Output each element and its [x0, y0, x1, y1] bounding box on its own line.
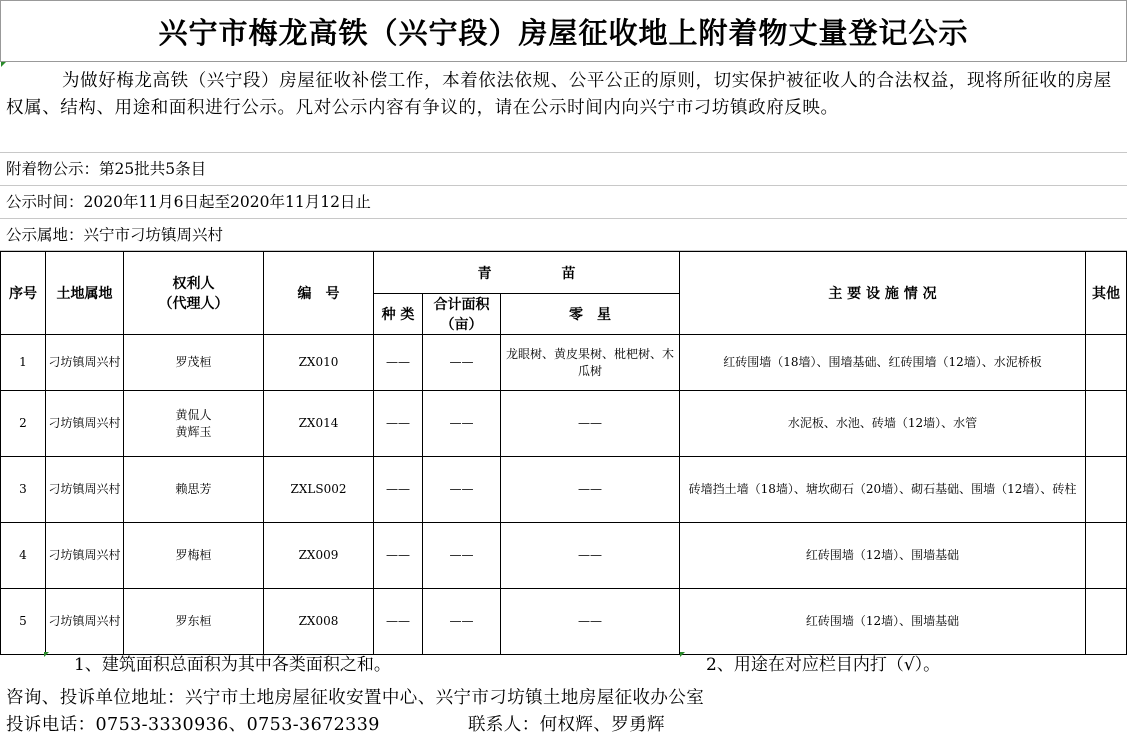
- cell-scattered: 龙眼树、黄皮果树、枇杷树、木瓜树: [501, 335, 680, 391]
- cell-seq: 3: [1, 457, 46, 523]
- period-info: 公示时间：2020年11月6日起至2020年11月12日止: [0, 186, 1127, 219]
- table-row: [1, 391, 1127, 457]
- cell-land: 刁坊镇周兴村: [46, 589, 124, 655]
- header-scattered: 零 星: [501, 294, 680, 335]
- cell-crop-type: ——: [374, 457, 423, 523]
- batch-info: 附着物公示：第25批共5条目: [0, 153, 1127, 186]
- cell-holder: 赖思芳: [124, 457, 264, 523]
- cell-code: ZX010: [264, 335, 374, 391]
- cell-holder: 罗茂桓: [124, 335, 264, 391]
- cell-crop-type: ——: [374, 523, 423, 589]
- header-holder: [124, 252, 264, 335]
- note-area: 1、建筑面积总面积为其中各类面积之和。: [74, 655, 391, 675]
- cell-marker-icon: [44, 652, 49, 657]
- note-usage: 2、用途在对应栏目内打（√）。: [706, 655, 941, 675]
- cell-seq: 4: [1, 523, 46, 589]
- cell-holder: 罗梅桓: [124, 523, 264, 589]
- cell-facilities: 水泥板、水池、砖墙（12墙）、水管: [680, 391, 1086, 457]
- table-row: [1, 523, 1127, 589]
- header-land: 土地属地: [46, 252, 124, 335]
- cell-seq: 2: [1, 391, 46, 457]
- cell-facilities: 红砖围墙（12墙）、围墙基础: [680, 523, 1086, 589]
- cell-code: ZXLS002: [264, 457, 374, 523]
- cell-holder: 罗东桓: [124, 589, 264, 655]
- cell-area: ——: [423, 391, 501, 457]
- attachment-table: [0, 251, 1127, 655]
- cell-area: ——: [423, 457, 501, 523]
- cell-other: [1086, 335, 1127, 391]
- cell-crop-type: ——: [374, 335, 423, 391]
- cell-facilities: 红砖围墙（18墙）、围墙基础、红砖围墙（12墙）、水泥桥板: [680, 335, 1086, 391]
- header-facilities: 主 要 设 施 情 况: [680, 252, 1086, 335]
- cell-holder: 黄侃人 黄辉玉: [124, 391, 264, 457]
- cell-scattered: ——: [501, 523, 680, 589]
- header-crop-type: 种 类: [374, 294, 423, 335]
- header-area-line1: 合计面积: [433, 297, 490, 313]
- cell-land: 刁坊镇周兴村: [46, 391, 124, 457]
- page-title: 兴宁市梅龙高铁（兴宁段）房屋征收地上附着物丈量登记公示: [0, 0, 1127, 62]
- header-other: 其他: [1086, 252, 1127, 335]
- cell-scattered: ——: [501, 391, 680, 457]
- cell-area: ——: [423, 589, 501, 655]
- cell-seq: 1: [1, 335, 46, 391]
- table-row: [1, 457, 1127, 523]
- cell-land: 刁坊镇周兴村: [46, 335, 124, 391]
- cell-facilities: 砖墙挡土墙（18墙）、塘坎砌石（20墙）、砌石基础、围墙（12墙）、砖柱: [680, 457, 1086, 523]
- cell-facilities: 红砖围墙（12墙）、围墙基础: [680, 589, 1086, 655]
- cell-other: [1086, 457, 1127, 523]
- header-holder-line2: （代理人）: [158, 296, 229, 312]
- footer-phone: 投诉电话：0753-3330936、0753-3672339: [6, 715, 380, 735]
- header-area-line2: （亩）: [440, 317, 483, 333]
- header-crops: 青 苗: [374, 252, 680, 294]
- location-info: 公示属地：兴宁市刁坊镇周兴村: [0, 219, 1127, 251]
- cell-land: 刁坊镇周兴村: [46, 523, 124, 589]
- cell-land: 刁坊镇周兴村: [46, 457, 124, 523]
- table-row: [1, 589, 1127, 655]
- cell-area: ——: [423, 335, 501, 391]
- header-holder-line1: 权利人: [172, 276, 215, 292]
- cell-code: ZX008: [264, 589, 374, 655]
- cell-crop-type: ——: [374, 391, 423, 457]
- footer-contact: 联系人：何权辉、罗勇辉: [468, 715, 665, 735]
- header-code: 编 号: [264, 252, 374, 335]
- cell-code: ZX009: [264, 523, 374, 589]
- cell-seq: 5: [1, 589, 46, 655]
- cell-other: [1086, 391, 1127, 457]
- cell-area: ——: [423, 523, 501, 589]
- cell-crop-type: ——: [374, 589, 423, 655]
- cell-scattered: ——: [501, 589, 680, 655]
- cell-code: ZX014: [264, 391, 374, 457]
- table-row: [1, 335, 1127, 391]
- header-seq: 序号: [1, 252, 46, 335]
- cell-other: [1086, 523, 1127, 589]
- cell-marker-icon: [680, 652, 685, 657]
- intro-paragraph: 为做好梅龙高铁（兴宁段）房屋征收补偿工作，本着依法依规、公平公正的原则，切实保护被征收人的合法权益，现将所征收的房屋权属、结构、用途和面积进行公示。凡对公示内容有争议的，请在公示时间内向兴宁市刁坊镇政府反映。: [0, 62, 1127, 153]
- cell-other: [1086, 589, 1127, 655]
- header-area: [423, 294, 501, 335]
- cell-scattered: ——: [501, 457, 680, 523]
- footer-address: 咨询、投诉单位地址：兴宁市土地房屋征收安置中心、兴宁市刁坊镇土地房屋征收办公室: [6, 688, 705, 708]
